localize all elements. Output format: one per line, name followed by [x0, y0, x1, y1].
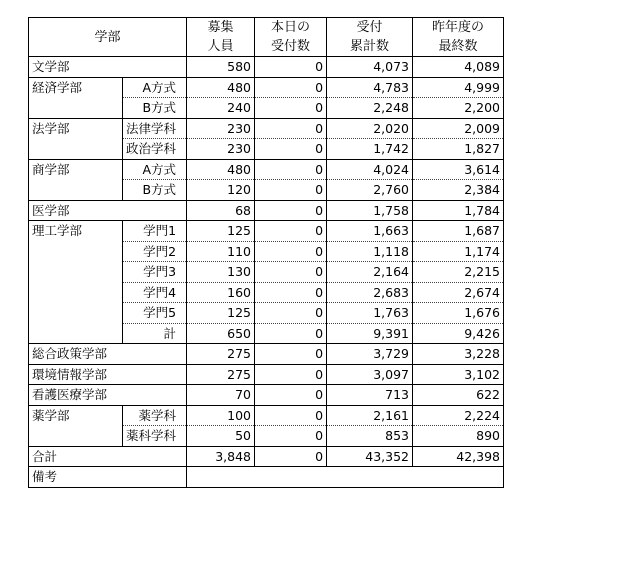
last-year-value: 1,676	[413, 303, 504, 324]
cumulative-value: 3,729	[327, 344, 413, 365]
dept-name: 法学部	[29, 118, 123, 159]
total-label: 合計	[29, 446, 187, 467]
quota-value: 130	[187, 262, 255, 283]
sub-name: 学門2	[123, 241, 187, 262]
table-row	[29, 118, 504, 139]
quota-value: 230	[187, 139, 255, 160]
table-row	[29, 57, 504, 78]
quota-value: 160	[187, 282, 255, 303]
header-today: 本日の 受付数	[255, 18, 327, 57]
last-year-value: 1,784	[413, 200, 504, 221]
last-year-value: 1,687	[413, 221, 504, 242]
last-year-value: 3,102	[413, 364, 504, 385]
cumulative-value: 2,164	[327, 262, 413, 283]
quota-value: 480	[187, 159, 255, 180]
last-year-value: 2,674	[413, 282, 504, 303]
quota-value: 70	[187, 385, 255, 406]
today-value: 0	[255, 57, 327, 78]
sub-name: 学門5	[123, 303, 187, 324]
cumulative-value: 1,763	[327, 303, 413, 324]
last-year-value: 890	[413, 426, 504, 447]
cumulative-value: 4,073	[327, 57, 413, 78]
total-today: 0	[255, 446, 327, 467]
sub-name: 薬科学科	[123, 426, 187, 447]
last-year-value: 2,200	[413, 98, 504, 119]
table-row	[29, 200, 504, 221]
today-value: 0	[255, 139, 327, 160]
cumulative-value: 3,097	[327, 364, 413, 385]
today-value: 0	[255, 323, 327, 344]
last-year-value: 1,174	[413, 241, 504, 262]
today-value: 0	[255, 344, 327, 365]
last-year-value: 4,089	[413, 57, 504, 78]
cumulative-value: 713	[327, 385, 413, 406]
quota-value: 230	[187, 118, 255, 139]
today-value: 0	[255, 364, 327, 385]
header-dept: 学部	[29, 18, 187, 57]
quota-value: 125	[187, 303, 255, 324]
sub-name: B方式	[123, 98, 187, 119]
dept-name: 医学部	[29, 200, 187, 221]
header-quota: 募集 人員	[187, 18, 255, 57]
last-year-value: 3,228	[413, 344, 504, 365]
sub-name: 薬学科	[123, 405, 187, 426]
last-year-value: 622	[413, 385, 504, 406]
quota-value: 125	[187, 221, 255, 242]
today-value: 0	[255, 118, 327, 139]
dept-name: 文学部	[29, 57, 187, 78]
quota-value: 275	[187, 344, 255, 365]
today-value: 0	[255, 426, 327, 447]
cumulative-value: 2,020	[327, 118, 413, 139]
today-value: 0	[255, 385, 327, 406]
table-row	[29, 221, 504, 242]
total-quota: 3,848	[187, 446, 255, 467]
remarks-label: 備考	[29, 467, 187, 488]
cumulative-value: 4,024	[327, 159, 413, 180]
today-value: 0	[255, 180, 327, 201]
table-row	[29, 159, 504, 180]
last-year-value: 2,009	[413, 118, 504, 139]
last-year-value: 2,215	[413, 262, 504, 283]
dept-name: 薬学部	[29, 405, 123, 446]
quota-value: 580	[187, 57, 255, 78]
last-year-value: 3,614	[413, 159, 504, 180]
cumulative-value: 1,663	[327, 221, 413, 242]
cumulative-value: 1,742	[327, 139, 413, 160]
dept-name: 理工学部	[29, 221, 123, 344]
total-last-year: 42,398	[413, 446, 504, 467]
cumulative-value: 2,161	[327, 405, 413, 426]
table-row	[29, 77, 504, 98]
table-row	[29, 405, 504, 426]
last-year-value: 1,827	[413, 139, 504, 160]
sub-name: 政治学科	[123, 139, 187, 160]
dept-name: 看護医療学部	[29, 385, 187, 406]
dept-name: 経済学部	[29, 77, 123, 118]
last-year-value: 4,999	[413, 77, 504, 98]
last-year-value: 2,384	[413, 180, 504, 201]
table-row	[29, 344, 504, 365]
header-row	[29, 18, 504, 57]
cumulative-value: 2,760	[327, 180, 413, 201]
today-value: 0	[255, 77, 327, 98]
quota-value: 50	[187, 426, 255, 447]
quota-value: 68	[187, 200, 255, 221]
dept-name: 総合政策学部	[29, 344, 187, 365]
sub-name: A方式	[123, 159, 187, 180]
sub-name: A方式	[123, 77, 187, 98]
today-value: 0	[255, 405, 327, 426]
sub-name: 計	[123, 323, 187, 344]
header-cumulative: 受付 累計数	[327, 18, 413, 57]
quota-value: 240	[187, 98, 255, 119]
quota-value: 120	[187, 180, 255, 201]
cumulative-value: 1,118	[327, 241, 413, 262]
sub-name: 学門3	[123, 262, 187, 283]
dept-name: 環境情報学部	[29, 364, 187, 385]
sub-name: B方式	[123, 180, 187, 201]
quota-value: 110	[187, 241, 255, 262]
sub-name: 学門1	[123, 221, 187, 242]
quota-value: 480	[187, 77, 255, 98]
last-year-value: 2,224	[413, 405, 504, 426]
today-value: 0	[255, 282, 327, 303]
table-row	[29, 364, 504, 385]
header-last-year: 昨年度の 最終数	[413, 18, 504, 57]
today-value: 0	[255, 98, 327, 119]
remarks-content	[187, 467, 504, 488]
last-year-value: 9,426	[413, 323, 504, 344]
admissions-table	[28, 17, 504, 488]
total-cumulative: 43,352	[327, 446, 413, 467]
quota-value: 275	[187, 364, 255, 385]
cumulative-value: 2,248	[327, 98, 413, 119]
sub-name: 学門4	[123, 282, 187, 303]
dept-name: 商学部	[29, 159, 123, 200]
quota-value: 100	[187, 405, 255, 426]
remarks-row	[29, 467, 504, 488]
today-value: 0	[255, 262, 327, 283]
cumulative-value: 2,683	[327, 282, 413, 303]
today-value: 0	[255, 159, 327, 180]
quota-value: 650	[187, 323, 255, 344]
cumulative-value: 4,783	[327, 77, 413, 98]
total-row	[29, 446, 504, 467]
cumulative-value: 853	[327, 426, 413, 447]
today-value: 0	[255, 303, 327, 324]
cumulative-value: 9,391	[327, 323, 413, 344]
today-value: 0	[255, 241, 327, 262]
table-row	[29, 385, 504, 406]
sub-name: 法律学科	[123, 118, 187, 139]
cumulative-value: 1,758	[327, 200, 413, 221]
today-value: 0	[255, 221, 327, 242]
today-value: 0	[255, 200, 327, 221]
